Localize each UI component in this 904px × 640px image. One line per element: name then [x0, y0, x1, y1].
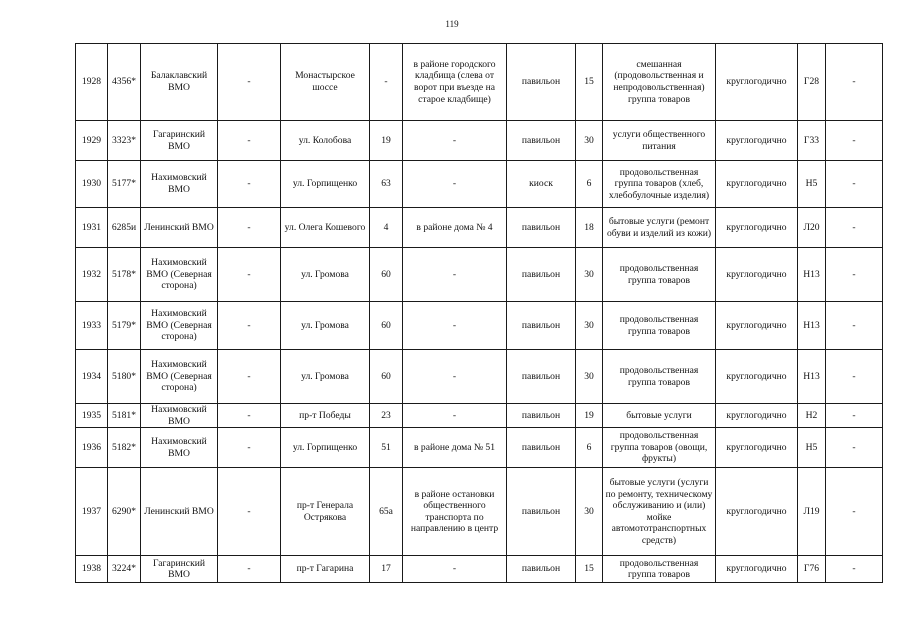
landmark-cell: в районе городского кладбища (слева от ворот при въезде на старое кладбище): [403, 44, 507, 121]
operating-period-cell: круглогодично: [716, 44, 798, 121]
table-row: [76, 208, 883, 248]
district-cell: Нахимовский ВМО: [141, 161, 218, 208]
street-cell: пр-т Генерала Острякова: [281, 468, 370, 556]
row-number-cell: 1938: [76, 556, 108, 583]
column-4-value-cell: -: [218, 404, 281, 428]
row-number-cell: 1929: [76, 121, 108, 161]
house-number-cell: 65а: [370, 468, 403, 556]
specialization-cell: продовольственная группа товаров: [603, 302, 716, 350]
last-column-value-cell: -: [826, 556, 883, 583]
scheme-number-cell: Г76: [798, 556, 826, 583]
street-cell: ул. Олега Кошевого: [281, 208, 370, 248]
last-column-value-cell: -: [826, 44, 883, 121]
landmark-cell: -: [403, 248, 507, 302]
column-4-value-cell: -: [218, 350, 281, 404]
district-cell: Нахимовский ВМО (Северная сторона): [141, 302, 218, 350]
object-type-cell: павильон: [507, 248, 576, 302]
table-row: [76, 350, 883, 404]
row-number-cell: 1928: [76, 44, 108, 121]
operating-period-cell: круглогодично: [716, 428, 798, 468]
area-cell: 30: [576, 350, 603, 404]
scheme-number-cell: Г33: [798, 121, 826, 161]
district-cell: Нахимовский ВМО: [141, 404, 218, 428]
object-code-cell: 4356*: [108, 44, 141, 121]
last-column-value-cell: -: [826, 208, 883, 248]
specialization-cell: продовольственная группа товаров: [603, 556, 716, 583]
row-number-cell: 1933: [76, 302, 108, 350]
street-cell: ул. Громова: [281, 302, 370, 350]
operating-period-cell: круглогодично: [716, 556, 798, 583]
object-code-cell: 5178*: [108, 248, 141, 302]
last-column-value-cell: -: [826, 121, 883, 161]
area-cell: 15: [576, 44, 603, 121]
area-cell: 19: [576, 404, 603, 428]
house-number-cell: 63: [370, 161, 403, 208]
operating-period-cell: круглогодично: [716, 121, 798, 161]
district-cell: Балаклавский ВМО: [141, 44, 218, 121]
area-cell: 30: [576, 302, 603, 350]
specialization-cell: продовольственная группа товаров (овощи, фрукты): [603, 428, 716, 468]
operating-period-cell: круглогодично: [716, 248, 798, 302]
operating-period-cell: круглогодично: [716, 468, 798, 556]
specialization-cell: продовольственная группа товаров: [603, 248, 716, 302]
column-4-value-cell: -: [218, 468, 281, 556]
table-row: [76, 121, 883, 161]
object-code-cell: 5182*: [108, 428, 141, 468]
last-column-value-cell: -: [826, 428, 883, 468]
object-code-cell: 5180*: [108, 350, 141, 404]
scheme-number-cell: Н13: [798, 248, 826, 302]
operating-period-cell: круглогодично: [716, 350, 798, 404]
row-number-cell: 1932: [76, 248, 108, 302]
house-number-cell: 51: [370, 428, 403, 468]
area-cell: 18: [576, 208, 603, 248]
table-row: [76, 302, 883, 350]
street-cell: ул. Громова: [281, 248, 370, 302]
scheme-number-cell: Н2: [798, 404, 826, 428]
object-code-cell: 3224*: [108, 556, 141, 583]
landmark-cell: в районе дома № 4: [403, 208, 507, 248]
row-number-cell: 1936: [76, 428, 108, 468]
house-number-cell: 4: [370, 208, 403, 248]
object-type-cell: павильон: [507, 208, 576, 248]
row-number-cell: 1930: [76, 161, 108, 208]
table-body: [76, 44, 883, 583]
object-type-cell: павильон: [507, 428, 576, 468]
district-cell: Нахимовский ВМО (Северная сторона): [141, 350, 218, 404]
district-cell: Нахимовский ВМО: [141, 428, 218, 468]
operating-period-cell: круглогодично: [716, 161, 798, 208]
scheme-number-cell: Н13: [798, 350, 826, 404]
house-number-cell: 23: [370, 404, 403, 428]
district-cell: Ленинский ВМО: [141, 468, 218, 556]
object-code-cell: 5179*: [108, 302, 141, 350]
specialization-cell: бытовые услуги (услуги по ремонту, техническому обслуживанию и (или) мойке автомототранспортных средств): [603, 468, 716, 556]
specialization-cell: продовольственная группа товаров: [603, 350, 716, 404]
object-code-cell: 3323*: [108, 121, 141, 161]
house-number-cell: 60: [370, 350, 403, 404]
column-4-value-cell: -: [218, 121, 281, 161]
district-cell: Нахимовский ВМО (Северная сторона): [141, 248, 218, 302]
scheme-number-cell: Н13: [798, 302, 826, 350]
object-code-cell: 5177*: [108, 161, 141, 208]
object-type-cell: павильон: [507, 44, 576, 121]
operating-period-cell: круглогодично: [716, 404, 798, 428]
operating-period-cell: круглогодично: [716, 302, 798, 350]
last-column-value-cell: -: [826, 404, 883, 428]
street-cell: ул. Колобова: [281, 121, 370, 161]
object-type-cell: киоск: [507, 161, 576, 208]
landmark-cell: -: [403, 302, 507, 350]
column-4-value-cell: -: [218, 556, 281, 583]
object-code-cell: 6285и: [108, 208, 141, 248]
table-row: [76, 44, 883, 121]
area-cell: 6: [576, 428, 603, 468]
column-4-value-cell: -: [218, 161, 281, 208]
district-cell: Гагаринский ВМО: [141, 556, 218, 583]
landmark-cell: -: [403, 161, 507, 208]
area-cell: 6: [576, 161, 603, 208]
house-number-cell: 60: [370, 248, 403, 302]
area-cell: 30: [576, 121, 603, 161]
street-cell: ул. Громова: [281, 350, 370, 404]
object-type-cell: павильон: [507, 556, 576, 583]
specialization-cell: смешанная (продовольственная и непродовольственная) группа товаров: [603, 44, 716, 121]
district-cell: Гагаринский ВМО: [141, 121, 218, 161]
house-number-cell: 60: [370, 302, 403, 350]
scheme-number-cell: Н5: [798, 161, 826, 208]
specialization-cell: бытовые услуги: [603, 404, 716, 428]
row-number-cell: 1934: [76, 350, 108, 404]
row-number-cell: 1935: [76, 404, 108, 428]
landmark-cell: -: [403, 404, 507, 428]
column-4-value-cell: -: [218, 208, 281, 248]
table-row: [76, 248, 883, 302]
last-column-value-cell: -: [826, 302, 883, 350]
object-type-cell: павильон: [507, 350, 576, 404]
street-cell: пр-т Гагарина: [281, 556, 370, 583]
house-number-cell: 19: [370, 121, 403, 161]
last-column-value-cell: -: [826, 248, 883, 302]
operating-period-cell: круглогодично: [716, 208, 798, 248]
specialization-cell: продовольственная группа товаров (хлеб, хлебобулочные изделия): [603, 161, 716, 208]
column-4-value-cell: -: [218, 44, 281, 121]
area-cell: 30: [576, 468, 603, 556]
row-number-cell: 1937: [76, 468, 108, 556]
house-number-cell: -: [370, 44, 403, 121]
row-number-cell: 1931: [76, 208, 108, 248]
page-number: 119: [445, 19, 459, 29]
landmark-cell: -: [403, 556, 507, 583]
street-cell: пр-т Победы: [281, 404, 370, 428]
object-type-cell: павильон: [507, 404, 576, 428]
table-row: [76, 468, 883, 556]
area-cell: 15: [576, 556, 603, 583]
scheme-number-cell: Н5: [798, 428, 826, 468]
landmark-cell: в районе остановки общественного транспорта по направлению в центр: [403, 468, 507, 556]
street-cell: ул. Горпищенко: [281, 161, 370, 208]
table-row: [76, 161, 883, 208]
object-code-cell: 6290*: [108, 468, 141, 556]
area-cell: 30: [576, 248, 603, 302]
column-4-value-cell: -: [218, 248, 281, 302]
object-code-cell: 5181*: [108, 404, 141, 428]
scheme-number-cell: Л20: [798, 208, 826, 248]
landmark-cell: в районе дома № 51: [403, 428, 507, 468]
column-4-value-cell: -: [218, 428, 281, 468]
scheme-number-cell: Г28: [798, 44, 826, 121]
last-column-value-cell: -: [826, 161, 883, 208]
street-cell: ул. Горпищенко: [281, 428, 370, 468]
table-row: [76, 556, 883, 583]
district-cell: Ленинский ВМО: [141, 208, 218, 248]
object-type-cell: павильон: [507, 302, 576, 350]
column-4-value-cell: -: [218, 302, 281, 350]
table-row: [76, 404, 883, 428]
last-column-value-cell: -: [826, 350, 883, 404]
table-row: [76, 428, 883, 468]
landmark-cell: -: [403, 350, 507, 404]
last-column-value-cell: -: [826, 468, 883, 556]
object-type-cell: павильон: [507, 121, 576, 161]
street-cell: Монастырское шоссе: [281, 44, 370, 121]
house-number-cell: 17: [370, 556, 403, 583]
specialization-cell: бытовые услуги (ремонт обуви и изделий из кожи): [603, 208, 716, 248]
object-type-cell: павильон: [507, 468, 576, 556]
scheme-number-cell: Л19: [798, 468, 826, 556]
registry-table: [75, 43, 883, 583]
specialization-cell: услуги общественного питания: [603, 121, 716, 161]
landmark-cell: -: [403, 121, 507, 161]
